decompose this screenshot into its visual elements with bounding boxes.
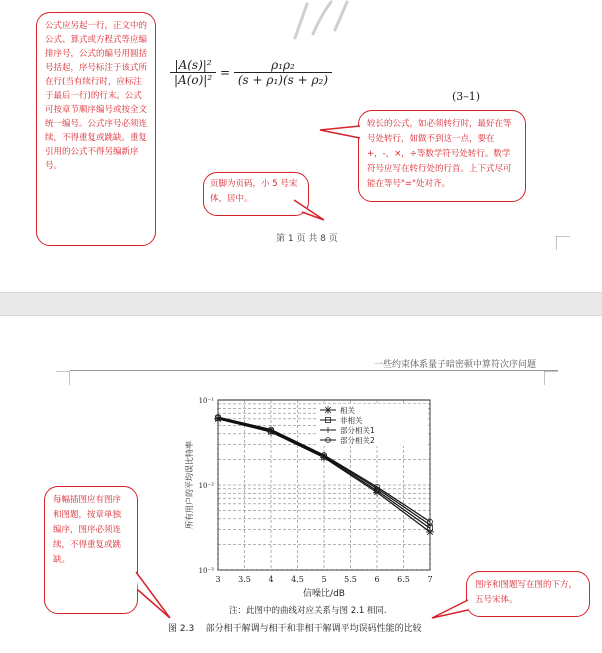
note-footer-pointer (292, 198, 326, 222)
equation-rhs-denominator: (s + ρ₁)(s + ρ₂) (237, 73, 329, 87)
running-header: 一些约束体系量子暗密顿中算符次序问题 (374, 360, 537, 370)
crop-mark-top-left (56, 371, 70, 385)
x-tick-label: 4.5 (291, 575, 304, 584)
y-axis-label: 所有用户的平均误比特率 (185, 441, 194, 529)
note-formula-rules (36, 12, 156, 246)
equation-rhs (234, 58, 332, 87)
note-figure-caption-text: 图序和图题写在图的下方，五号宋体。 (475, 580, 578, 605)
legend-label: 非相关 (340, 416, 363, 425)
equation-lhs (170, 58, 216, 87)
figure-note: 注：此图中的曲线对应关系与图 2.1 相同. (229, 606, 387, 616)
note-long-formula-pointer (318, 120, 362, 144)
note-long-formula-text: 较长的公式，如必须转行时，最好在等号处转行，如做不到这一点，要在+，-，×，÷等数学符号处转行。数学符号应写在转行处的行首。上下式尽可能在等号"="处对齐。 (367, 119, 512, 189)
note-figure-caption (466, 571, 590, 617)
x-tick-label: 5.5 (344, 575, 357, 584)
x-tick-label: 6 (374, 575, 380, 584)
equation-number: (3–1) (452, 90, 481, 103)
y-tick-label: 10⁻² (198, 482, 214, 490)
note-figure-numbering (44, 486, 138, 614)
equation-lhs-numerator: |A(s)|² (170, 58, 216, 73)
x-tick-label: 3.5 (238, 575, 251, 584)
equation-lhs-denominator: |A(o)|² (174, 73, 213, 87)
legend-label: 部分相关2 (340, 436, 375, 445)
x-tick-label: 7 (427, 575, 433, 584)
note-figure-numbering-pointer (134, 570, 174, 620)
x-tick-label: 5 (321, 575, 327, 584)
y-tick-label: 10⁻¹ (198, 397, 214, 405)
legend-label: 相关 (340, 406, 355, 415)
note-long-formula (358, 110, 526, 202)
ber-chart (180, 392, 440, 610)
crop-mark-top-right (544, 371, 558, 385)
equation-rhs-numerator: ρ₁ρ₂ (234, 58, 332, 73)
note-footer-text: 页脚为页码，小 5 号宋体，居中。 (210, 179, 298, 204)
crop-mark-bottom-right (556, 236, 570, 250)
y-tick-label: 10⁻³ (198, 567, 214, 575)
note-figure-caption-pointer (430, 598, 470, 620)
x-tick-label: 3 (215, 575, 221, 584)
x-axis-label: 信噪比/dB (303, 589, 345, 599)
legend-marker (324, 406, 332, 414)
equation-3-1: $\frac{\text{|A(s)|²}}{\text{|A(o)|²}}$ = $\frac{\text{ρ₁ρ₂}}{\text{(s + ρ₁)(s + ρ₂)}}$ (170, 58, 332, 87)
watermark-scribble (285, 0, 355, 40)
header-rule (70, 370, 558, 371)
page-gap (0, 292, 602, 316)
note-formula-rules-text: 公式应另起一行，正文中的公式、算式或方程式等应编排序号，公式的编号用圆括号括起，序号标注于该式所在行(当有续行时，应标注于最后一行)的行末。公式可按章节顺序编号或按全文统一编号。公式序号必须连续，不得重复或跳缺。重复引用的公式不得另编新序号。 (45, 21, 148, 171)
note-figure-numbering-text: 每幅插图应有图序和图题，按章单独编序，图序必须连续，不得重复或跳缺。 (53, 495, 122, 565)
page-footer: 第 1 页 共 8 页 (276, 234, 338, 244)
x-tick-label: 6.5 (397, 575, 410, 584)
x-tick-label: 4 (268, 575, 274, 584)
legend-label: 部分相关1 (340, 426, 375, 435)
figure-caption: 图 2.3 部分相干解调与相干和非相干解调平均误码性能的比较 (168, 624, 422, 634)
